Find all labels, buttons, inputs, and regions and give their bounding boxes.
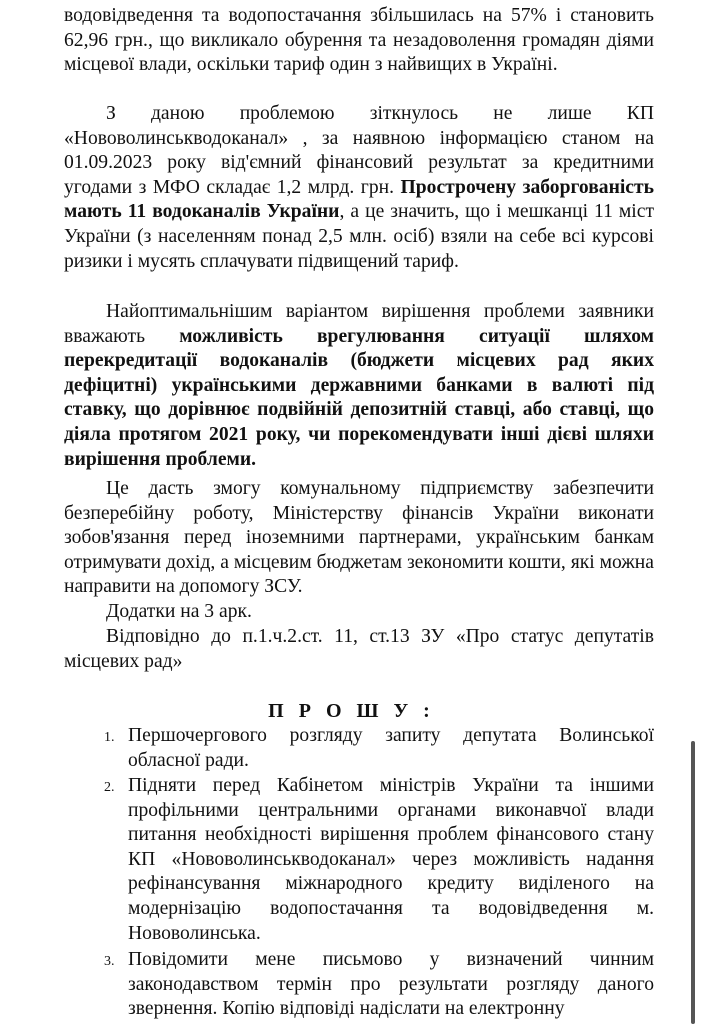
paragraph-legal-basis-text: Відповідно до п.1.ч.2.ст. 11, ст.13 ЗУ «Про статус депутатів місцевих рад»	[64, 626, 654, 672]
paragraph-benefits	[64, 477, 654, 600]
paragraph-attachments	[64, 600, 654, 625]
request-item-1	[104, 724, 654, 773]
paragraph-tariff	[64, 4, 654, 78]
request-heading: П Р О Ш У :	[268, 700, 435, 722]
paragraph-problem	[64, 102, 654, 274]
request-item-number: 1.	[104, 730, 115, 745]
request-item-text: Першочергового розгляду запиту депутата Волинської обласної ради.	[128, 725, 654, 771]
paragraph-problem-text2: , а це значить, що і мешканці 11 міст України (з населенням понад 2,5 млн. осіб) взяли на себе всі курсові ризики і мусять сплачувати підвищений тариф.	[64, 201, 655, 272]
paragraph-benefits-text: Це дасть змогу комунальному підприємству забезпечити безперебійну роботу, Міністерству фінансів України виконати зобов'язання перед іноземними партнерами, українським банкам отримувати дохід, а місцевим бюджетам зекономити кошти, які можна направити на допомогу ЗСУ.	[64, 478, 654, 598]
paragraph-solution-text: Найоптимальнішим варіантом вирішення проблеми заявники вважають	[64, 301, 654, 347]
paragraph-problem-bold: Прострочену заборгованість мають 11 водоканалів України	[64, 176, 654, 223]
request-item-number: 3.	[104, 954, 115, 969]
paragraph-solution	[64, 300, 654, 472]
paragraph-attachments-text: Додатки на 3 арк.	[106, 601, 252, 622]
request-item-3	[104, 948, 654, 1022]
paragraph-problem-text: З даною проблемою зіткнулось не лише КП «Нововолинськводоканал» , за наявною інформацією станом на 01.09.2023 року від'ємний фінансовий результат за кредитними угодами з МФО складає 1,2 млрд. грн.	[64, 103, 654, 198]
paragraph-legal-basis	[64, 625, 654, 674]
scrollbar[interactable]	[691, 741, 695, 1024]
request-item-text: Підняти перед Кабінетом міністрів України та іншими профільними центральними органами виконавчої влади питання необхідності вирішення проблем фінансового стану КП «Нововолинськводоканал» через можливість надання рефінансування міжнародного кредиту виділеного на модернізацію водопостачання та водовідведення м. Нововолинська.	[128, 775, 654, 944]
request-item-text: Повідомити мене письмово у визначений чинним законодавством термін про результати розгляду даного звернення. Копію відповіді надіслати на електронну	[128, 949, 654, 1020]
request-item-number: 2.	[104, 780, 115, 795]
request-item-2	[104, 774, 654, 946]
paragraph-tariff-text: водовідведення та водопостачання збільшилась на 57% і становить 62,96 грн., що викликало обурення та незадоволення громадян діями місцевої влади, оскільки тариф один з найвищих в Україні.	[64, 5, 654, 76]
paragraph-solution-bold: можливість врегулювання ситуації шляхом перекредитації водоканалів (бюджети місцевих рад яких дефіцитні) українськими державними банками в валюті під ставку, що дорівнює подвійній депозитній ставці, або ставці, що діяла протягом 2021 року, чи порекомендувати інші дієві шляхи вирішення проблеми.	[64, 325, 654, 470]
